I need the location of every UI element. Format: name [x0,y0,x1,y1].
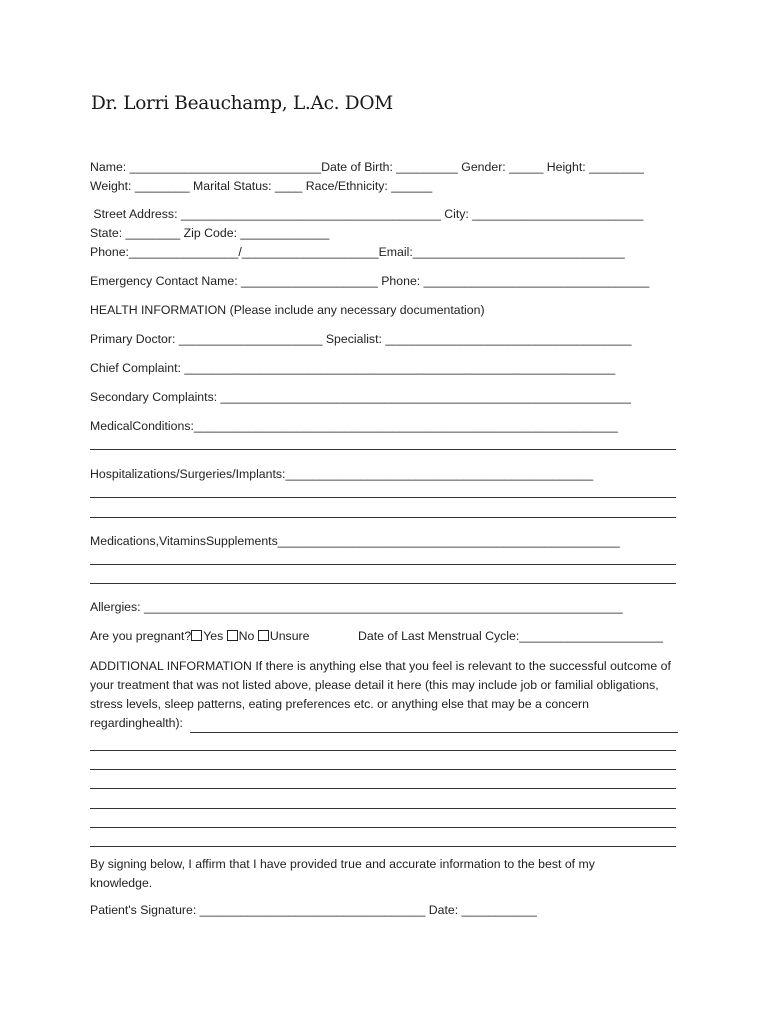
weight-marital-race-line[interactable]: Weight: ________ Marital Status: ____ Race/Ethnicity: ______ [90,179,433,193]
additional-information-blank-5[interactable] [90,827,676,828]
medical-conditions-line[interactable]: MedicalConditions:______________________________________________________________ [90,419,618,433]
street-city-line[interactable]: Street Address: ______________________________________ City: _________________________ [90,207,644,221]
emergency-contact-line[interactable]: Emergency Contact Name: ____________________ Phone: _________________________________ [90,274,650,288]
additional-information-blank-1[interactable] [90,750,676,751]
pregnancy-row [90,629,309,644]
pregnant-unsure-checkbox[interactable] [258,630,269,641]
additional-information-paragraph: ADDITIONAL INFORMATION If there is anything else that you feel is relevant to the successful outcome of your treatment that was not listed above, please detail it here (this may include job or familial obligations, stress levels, sleep patterns, eating preferences etc. or anything else that may be a concern regardinghealth): [90,659,671,730]
medical-conditions-blank-1[interactable] [90,449,676,450]
name-dob-gender-height-line[interactable]: Name: ____________________________Date of Birth: _________ Gender: _____ Height: ________ [90,160,644,174]
hospitalizations-line[interactable]: Hospitalizations/Surgeries/Implants:_____________________________________________ [90,467,594,481]
allergies-line[interactable]: Allergies: ______________________________________________________________________ [90,600,623,614]
chief-complaint-line[interactable]: Chief Complaint: _______________________________________________________________ [90,361,616,375]
last-menstrual-cycle-line[interactable]: Date of Last Menstrual Cycle:_____________________ [358,629,663,643]
pregnant-unsure-label: Unsure [269,629,310,643]
affirmation-paragraph: By signing below, I affirm that I have provided true and accurate information to the best of my knowledge. [90,857,595,890]
additional-information-blank-0[interactable] [190,732,678,733]
practitioner-title: Dr. Lorri Beauchamp, L.Ac. DOM [91,93,393,114]
secondary-complaints-line[interactable]: Secondary Complaints: ____________________________________________________________ [90,390,631,404]
state-zip-line[interactable]: State: ________ Zip Code: _____________ [90,226,330,240]
pregnant-no-checkbox[interactable] [227,630,238,641]
additional-information-blank-3[interactable] [90,788,676,789]
additional-information-blank-6[interactable] [90,846,676,847]
signature-date-line[interactable]: Patient's Signature: _________________________________ Date: ___________ [90,903,537,917]
additional-information-blank-2[interactable] [90,769,676,770]
hospitalizations-blank-1[interactable] [90,497,676,498]
pregnant-yes-checkbox[interactable] [191,630,202,641]
pregnancy-question: Are you pregnant? [90,629,192,643]
medications-blank-1[interactable] [90,564,676,565]
pregnant-no-label: No [238,629,255,643]
additional-information-blank-4[interactable] [90,808,676,809]
phone-email-line[interactable]: Phone:________________/____________________Email:_______________________________ [90,245,625,259]
health-information-heading: HEALTH INFORMATION (Please include any necessary documentation) [90,303,485,317]
medications-line[interactable]: Medications,VitaminsSupplements__________________________________________________ [90,534,620,548]
primary-doctor-specialist-line[interactable]: Primary Doctor: _____________________ Specialist: ____________________________________ [90,332,632,346]
hospitalizations-blank-2[interactable] [90,517,676,518]
medications-blank-2[interactable] [90,583,676,584]
pregnant-yes-label: Yes [203,629,224,643]
